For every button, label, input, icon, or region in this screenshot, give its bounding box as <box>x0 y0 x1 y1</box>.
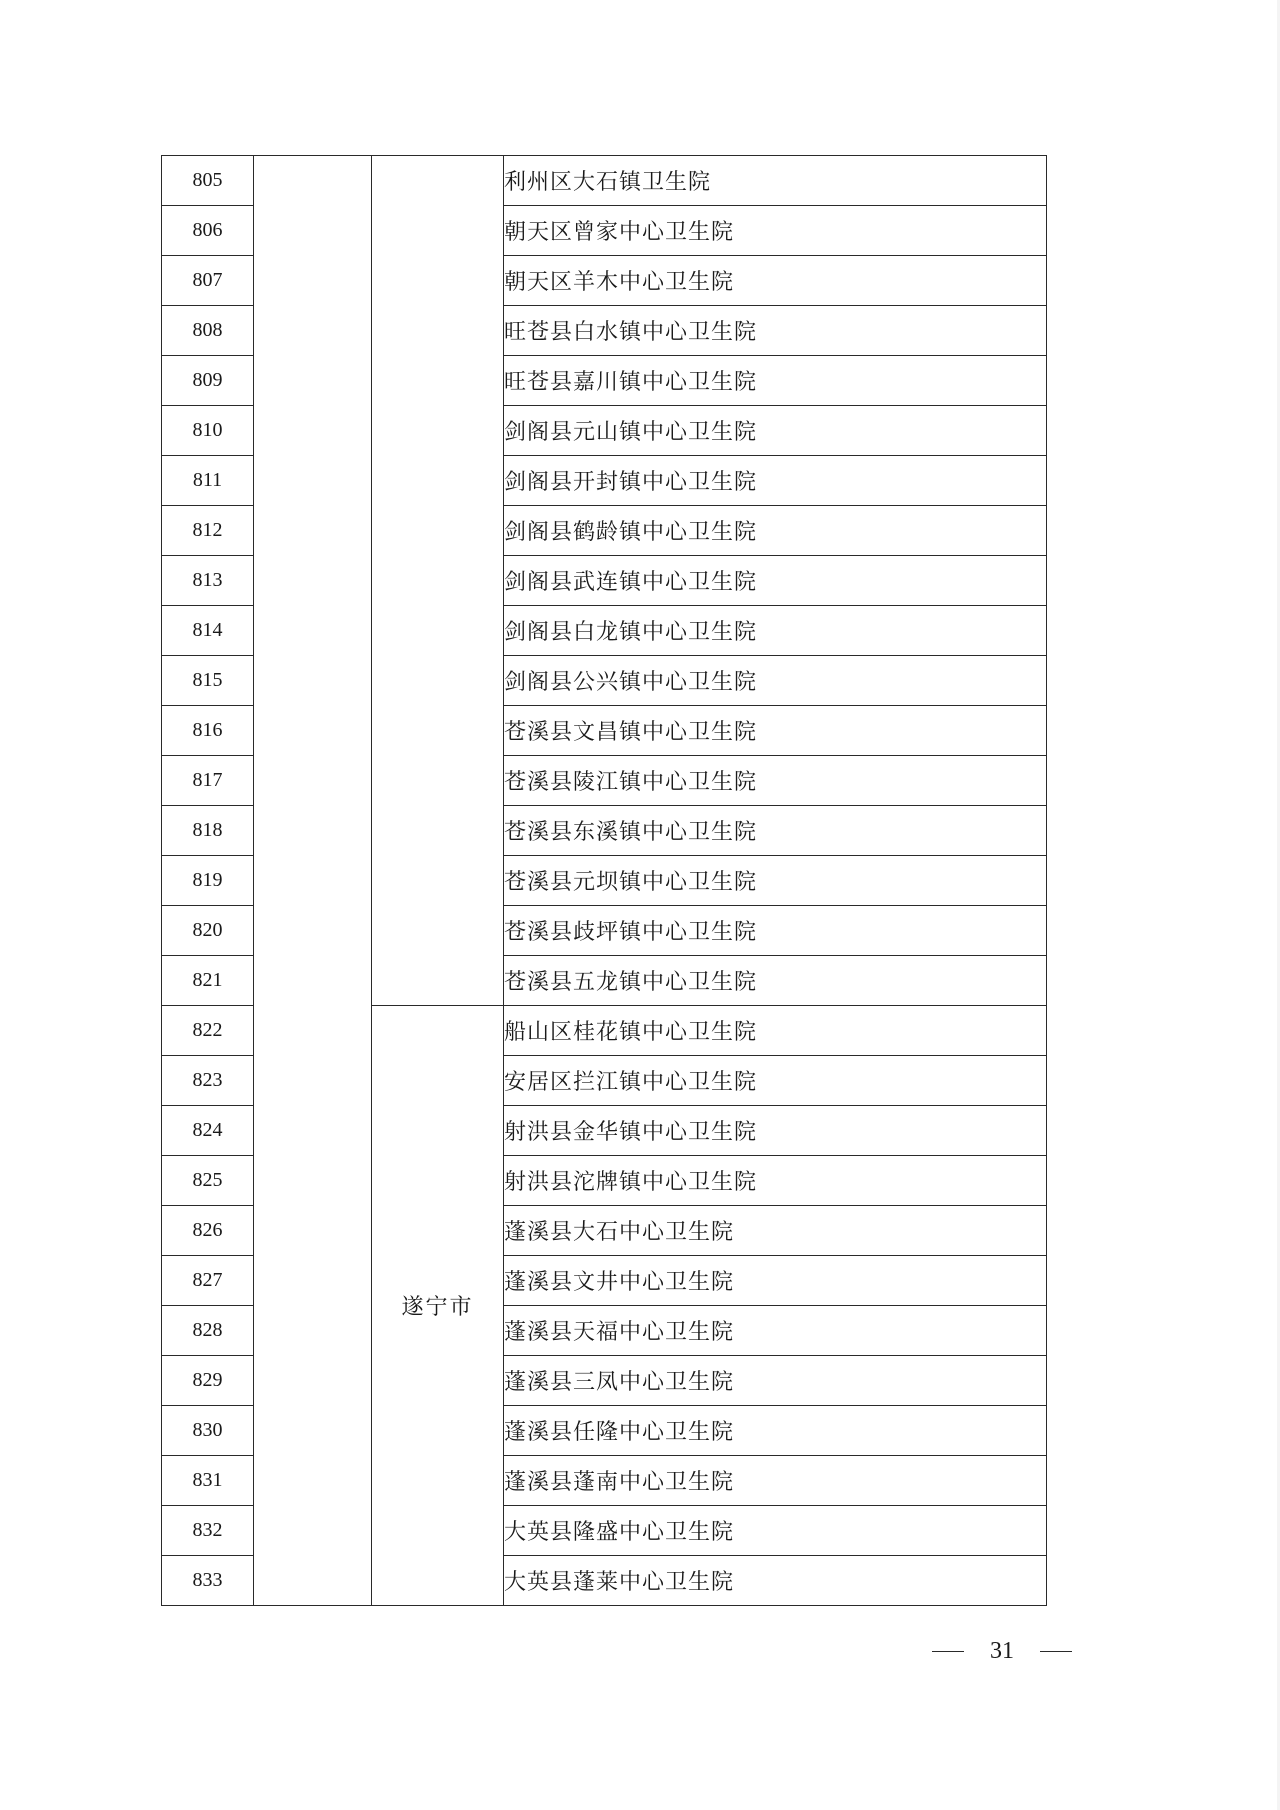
institution-name-cell: 朝天区羊木中心卫生院 <box>504 256 1047 306</box>
row-number-cell: 807 <box>162 256 254 306</box>
city-cell: 遂宁市 <box>372 1006 504 1606</box>
row-number-cell: 823 <box>162 1056 254 1106</box>
institution-name-cell: 蓬溪县三凤中心卫生院 <box>504 1356 1047 1406</box>
row-number-cell: 813 <box>162 556 254 606</box>
institution-name-cell: 船山区桂花镇中心卫生院 <box>504 1006 1047 1056</box>
row-number-cell: 828 <box>162 1306 254 1356</box>
institution-name-cell: 蓬溪县文井中心卫生院 <box>504 1256 1047 1306</box>
institution-name-cell: 射洪县金华镇中心卫生院 <box>504 1106 1047 1156</box>
city-cell <box>372 156 504 1006</box>
row-number-cell: 826 <box>162 1206 254 1256</box>
row-number-cell: 829 <box>162 1356 254 1406</box>
institution-name-cell: 旺苍县嘉川镇中心卫生院 <box>504 356 1047 406</box>
institution-name-cell: 苍溪县五龙镇中心卫生院 <box>504 956 1047 1006</box>
table-row <box>162 156 1047 206</box>
institution-name-cell: 苍溪县歧坪镇中心卫生院 <box>504 906 1047 956</box>
institution-name-cell: 安居区拦江镇中心卫生院 <box>504 1056 1047 1106</box>
institution-name-cell: 朝天区曾家中心卫生院 <box>504 206 1047 256</box>
row-number-cell: 821 <box>162 956 254 1006</box>
institution-name-cell: 剑阁县元山镇中心卫生院 <box>504 406 1047 456</box>
footer-dash-right <box>1040 1651 1072 1653</box>
institution-name-cell: 剑阁县白龙镇中心卫生院 <box>504 606 1047 656</box>
hospital-list-table <box>161 155 1047 1606</box>
institution-name-cell: 苍溪县元坝镇中心卫生院 <box>504 856 1047 906</box>
row-number-cell: 827 <box>162 1256 254 1306</box>
row-number-cell: 824 <box>162 1106 254 1156</box>
institution-name-cell: 蓬溪县蓬南中心卫生院 <box>504 1456 1047 1506</box>
row-number-cell: 815 <box>162 656 254 706</box>
page-footer <box>932 1638 1072 1665</box>
row-number-cell: 811 <box>162 456 254 506</box>
row-number-cell: 810 <box>162 406 254 456</box>
row-number-cell: 820 <box>162 906 254 956</box>
row-number-cell: 822 <box>162 1006 254 1056</box>
institution-name-cell: 旺苍县白水镇中心卫生院 <box>504 306 1047 356</box>
row-number-cell: 832 <box>162 1506 254 1556</box>
institution-name-cell: 射洪县沱牌镇中心卫生院 <box>504 1156 1047 1206</box>
row-number-cell: 808 <box>162 306 254 356</box>
row-number-cell: 805 <box>162 156 254 206</box>
footer-dash-left <box>932 1651 964 1653</box>
province-cell <box>254 156 372 1606</box>
institution-name-cell: 苍溪县东溪镇中心卫生院 <box>504 806 1047 856</box>
row-number-cell: 817 <box>162 756 254 806</box>
row-number-cell: 812 <box>162 506 254 556</box>
row-number-cell: 833 <box>162 1556 254 1606</box>
institution-name-cell: 剑阁县开封镇中心卫生院 <box>504 456 1047 506</box>
institution-name-cell: 剑阁县武连镇中心卫生院 <box>504 556 1047 606</box>
institution-name-cell: 大英县隆盛中心卫生院 <box>504 1506 1047 1556</box>
row-number-cell: 819 <box>162 856 254 906</box>
row-number-cell: 818 <box>162 806 254 856</box>
institution-name-cell: 苍溪县文昌镇中心卫生院 <box>504 706 1047 756</box>
page-number: 31 <box>990 1638 1014 1664</box>
institution-name-cell: 剑阁县鹤龄镇中心卫生院 <box>504 506 1047 556</box>
row-number-cell: 816 <box>162 706 254 756</box>
row-number-cell: 806 <box>162 206 254 256</box>
institution-name-cell: 利州区大石镇卫生院 <box>504 156 1047 206</box>
row-number-cell: 830 <box>162 1406 254 1456</box>
row-number-cell: 831 <box>162 1456 254 1506</box>
institution-name-cell: 大英县蓬莱中心卫生院 <box>504 1556 1047 1606</box>
institution-name-cell: 剑阁县公兴镇中心卫生院 <box>504 656 1047 706</box>
institution-name-cell: 蓬溪县天福中心卫生院 <box>504 1306 1047 1356</box>
row-number-cell: 814 <box>162 606 254 656</box>
row-number-cell: 809 <box>162 356 254 406</box>
institution-name-cell: 蓬溪县任隆中心卫生院 <box>504 1406 1047 1456</box>
institution-name-cell: 蓬溪县大石中心卫生院 <box>504 1206 1047 1256</box>
table-body <box>162 156 1047 1606</box>
institution-name-cell: 苍溪县陵江镇中心卫生院 <box>504 756 1047 806</box>
row-number-cell: 825 <box>162 1156 254 1206</box>
